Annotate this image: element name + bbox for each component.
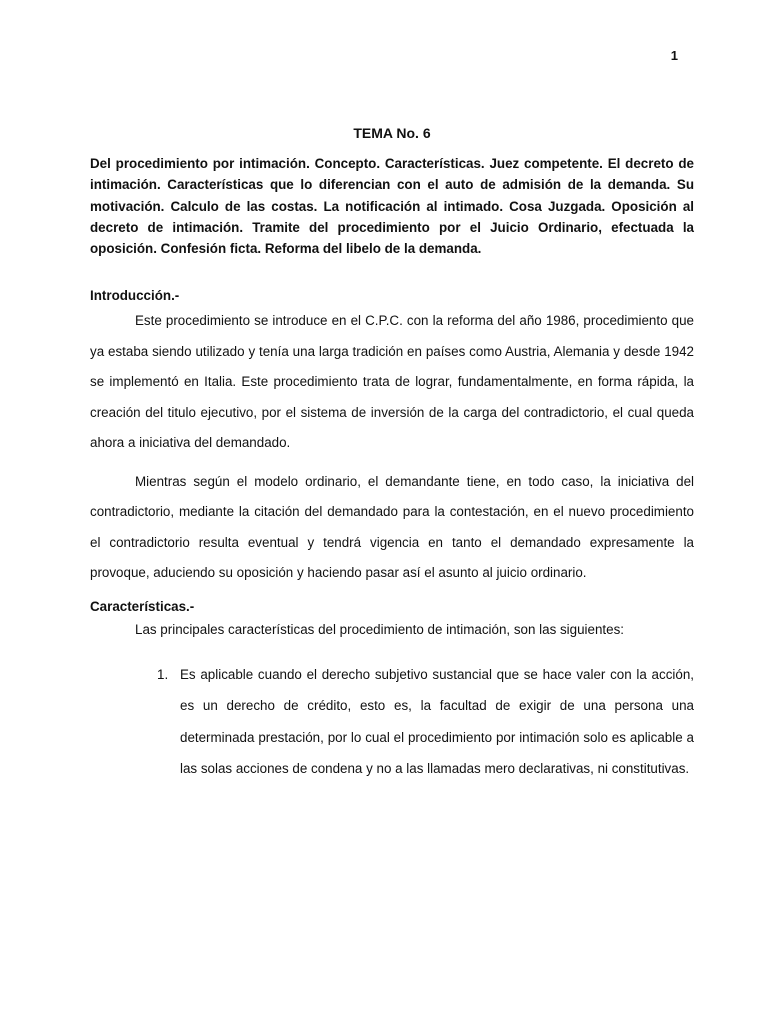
intro-paragraph-2: Mientras según el modelo ordinario, el demandante tiene, en todo caso, la iniciativa del contradictorio, mediante la citación del demandado para la contestación, en el nuevo procedimiento el contradictorio resulta eventual y tendrá vigencia en tanto el demandado expresamente la provoque, aduciendo su oposición y haciendo pasar así el asunto al juicio ordinario. [90,473,694,581]
intro-paragraph-1: Este procedimiento se introduce en el C.P.C. con la reforma del año 1986, procedimiento que ya estaba siendo utilizado y tenía una larga tradición en países como Austria, Alemania y desde 1942 se implementó en Italia. Este procedimiento trata de lograr, fundamentalmente, en forma rápida, la creación del titulo ejecutivo, por el sistema de inversión de la carga del contradictorio, el cual queda ahora a iniciativa del demandado. [90,313,694,451]
document-title: TEMA No. 6 [353,125,431,141]
page-number: 1 [670,48,678,63]
caracteristicas-lead: Las principales características del procedimiento de intimación, son las siguientes: [135,621,625,637]
document-body [90,123,694,785]
caracteristicas-list [90,659,694,785]
intro-heading: Introducción.- [90,288,180,304]
topics-summary: Del procedimiento por intimación. Concepto. Características. Juez competente. El decreto de intimación. Características que lo diferencian con el auto de admisión de la demanda. Su motivación. Calculo de las costas. La notificación al intimado. Cosa Juzgada. Oposición al decreto de intimación. Tramite del procedimiento por el Juicio Ordinario, efectuada la oposición. Confesión ficta. Reforma del libelo de la demanda. [90,156,694,257]
list-item-number: 1. [157,666,169,682]
caracteristicas-heading: Características.- [90,598,195,614]
list-item [90,659,694,785]
list-item-text: Es aplicable cuando el derecho subjetivo sustancial que se hace valer con la acción, es un derecho de crédito, esto es, la facultad de exigir de una persona una determinada prestación, por lo cual el procedimiento por intimación solo es aplicable a las solas acciones de condena y no a las llamadas mero declarativas, ni constitutivas. [180,666,694,777]
